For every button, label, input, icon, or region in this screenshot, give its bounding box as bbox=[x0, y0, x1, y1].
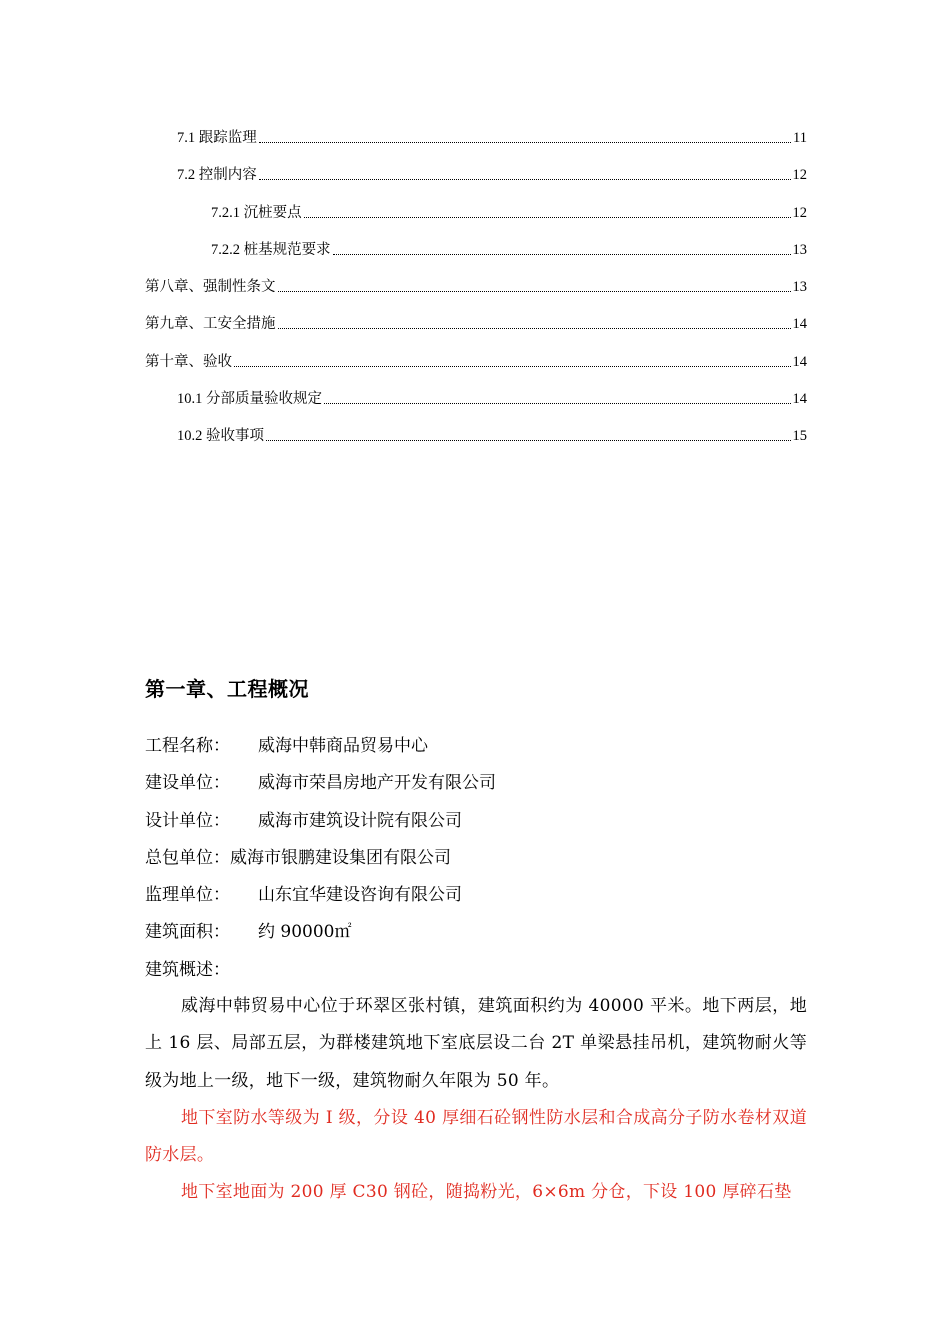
contractor-label: 总包单位： bbox=[145, 847, 230, 868]
toc-entry-label: 7.1 跟踪监理 bbox=[177, 130, 257, 146]
toc-entry-page: 13 bbox=[792, 241, 807, 258]
toc-entry-label: 第十章、验收 bbox=[145, 353, 232, 370]
project-name-label: 工程名称： bbox=[145, 736, 230, 756]
toc-leader-dots bbox=[278, 290, 791, 292]
toc-entry[interactable] bbox=[145, 297, 807, 334]
info-row-area bbox=[145, 919, 807, 956]
project-info bbox=[145, 733, 807, 994]
toc-entry-page: 14 bbox=[792, 316, 807, 333]
toc-entry[interactable] bbox=[145, 185, 807, 222]
area-value: 约 90000㎡ bbox=[258, 922, 352, 943]
toc-leader-dots bbox=[278, 327, 791, 329]
waterproof-paragraph: 地下室防水等级为 I 级，分设 40 厚细石砼钢性防水层和合成高分子防水卷材双道防水层。 bbox=[145, 1107, 807, 1166]
toc-entry[interactable] bbox=[145, 334, 807, 371]
toc-entry[interactable] bbox=[145, 148, 807, 185]
toc-entry-label: 7.2.2 桩基规范要求 bbox=[211, 241, 331, 258]
designer-value: 威海市建筑设计院有限公司 bbox=[258, 810, 462, 831]
info-row-project-name bbox=[145, 733, 807, 770]
toc-leader-dots bbox=[304, 216, 791, 218]
toc-entry[interactable] bbox=[145, 223, 807, 260]
toc-entry-label: 第九章、工安全措施 bbox=[145, 316, 276, 333]
toc-entry[interactable] bbox=[145, 409, 807, 446]
building-description bbox=[145, 988, 807, 1212]
info-row-builder bbox=[145, 770, 807, 807]
designer-label: 设计单位： bbox=[145, 810, 230, 831]
toc-entry-page: 12 bbox=[792, 167, 807, 184]
toc-entry-label: 10.2 验收事项 bbox=[177, 428, 264, 445]
info-row-designer bbox=[145, 808, 807, 845]
overview-label: 建筑概述： bbox=[145, 959, 230, 980]
info-row-supervisor bbox=[145, 882, 807, 919]
toc-entry-label: 7.2 控制内容 bbox=[177, 167, 257, 184]
project-name-value: 威海中韩商品贸易中心 bbox=[258, 736, 428, 756]
toc-leader-dots bbox=[266, 439, 791, 441]
toc-entry-page: 14 bbox=[792, 353, 807, 370]
toc-entry-page: 12 bbox=[792, 204, 807, 221]
table-of-contents bbox=[145, 126, 807, 446]
toc-entry-label: 第八章、强制性条文 bbox=[145, 279, 276, 296]
info-row-contractor bbox=[145, 845, 807, 882]
toc-entry[interactable] bbox=[145, 126, 807, 148]
toc-entry[interactable] bbox=[145, 372, 807, 409]
chapter-title: 第一章、工程概况 bbox=[145, 677, 309, 701]
toc-leader-dots bbox=[259, 178, 791, 180]
supervisor-label: 监理单位： bbox=[145, 885, 230, 906]
toc-leader-dots bbox=[324, 402, 791, 404]
supervisor-value: 山东宜华建设咨询有限公司 bbox=[258, 885, 462, 906]
toc-entry-page: 13 bbox=[792, 279, 807, 296]
toc-entry-page: 11 bbox=[793, 130, 807, 146]
toc-leader-dots bbox=[333, 253, 791, 255]
toc-leader-dots bbox=[234, 365, 791, 367]
builder-value: 威海市荣昌房地产开发有限公司 bbox=[258, 773, 496, 794]
overview-paragraph: 威海中韩贸易中心位于环翠区张村镇，建筑面积约为 40000 平米。地下两层，地上 16 层、局部五层，为群楼建筑地下室底层设二台 2T 单梁悬挂吊机，建筑物耐火等级为地上一级，地下一级，建筑物耐久年限为 50 年。 bbox=[145, 996, 807, 1091]
basement-floor-paragraph: 地下室地面为 200 厚 C30 钢砼，随捣粉光，6×6m 分仓，下设 100 厚碎石垫 bbox=[181, 1182, 792, 1203]
contractor-value: 威海市银鹏建设集团有限公司 bbox=[230, 847, 451, 868]
toc-entry-label: 10.1 分部质量验收规定 bbox=[177, 391, 322, 408]
toc-entry-label: 7.2.1 沉桩要点 bbox=[211, 204, 302, 221]
area-label: 建筑面积： bbox=[145, 922, 230, 943]
toc-leader-dots bbox=[259, 141, 791, 143]
builder-label: 建设单位： bbox=[145, 773, 230, 794]
toc-entry-page: 14 bbox=[792, 391, 807, 408]
toc-entry-page: 15 bbox=[792, 428, 807, 445]
toc-entry[interactable] bbox=[145, 260, 807, 297]
